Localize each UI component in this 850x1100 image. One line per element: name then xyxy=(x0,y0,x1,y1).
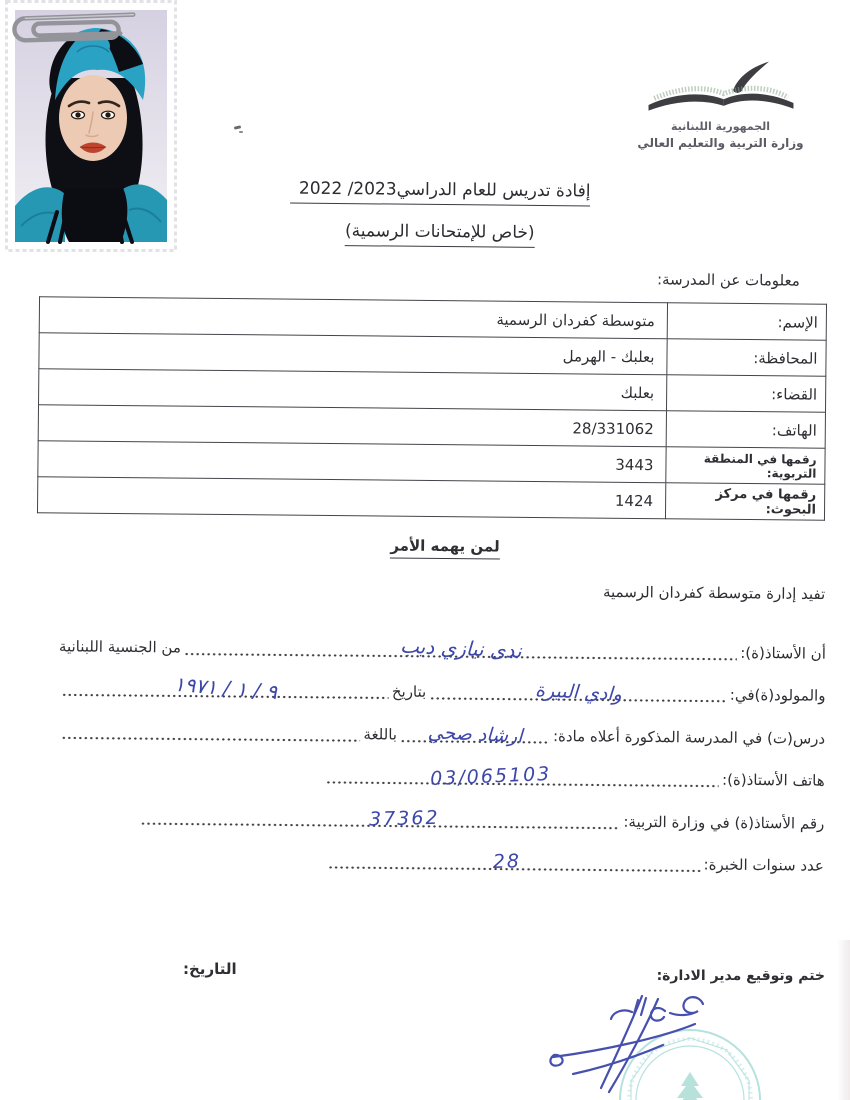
born-label: والمولود(ة)في: xyxy=(729,685,826,705)
paperclip-icon xyxy=(0,0,145,61)
field-value: 28/331062 xyxy=(38,405,666,447)
field-label: الهاتف: xyxy=(666,411,825,449)
phone-line xyxy=(58,744,825,794)
registry-label: رقم الأستاذ(ة) في وزارة التربية: xyxy=(623,812,825,833)
field-label: الإسم: xyxy=(667,303,826,341)
birthdate-handwritten: ٩ / ١ / ١٩٧١ xyxy=(172,671,278,704)
scan-edge-shadow xyxy=(837,940,850,1100)
stamp-signature-label: ختم وتوقيع مدير الادارة: xyxy=(656,968,825,984)
field-label: القضاء: xyxy=(666,375,825,413)
dotted-line xyxy=(61,671,389,704)
field-value: بعلبك xyxy=(39,369,667,411)
field-value: متوسطة كفردان الرسمية xyxy=(39,297,667,339)
registry-handwritten: 37362 xyxy=(368,806,440,831)
experience-handwritten: 28 xyxy=(492,850,522,873)
field-label: المحافظة: xyxy=(667,339,826,377)
phone-handwritten: 03/065103 xyxy=(429,762,552,791)
academic-years: 2022 /2023 xyxy=(298,178,397,200)
ministry-header xyxy=(613,58,828,150)
school-info-heading: معلومات عن المدرسة: xyxy=(657,270,801,290)
birthplace-handwritten: وادي البيرة xyxy=(534,679,622,706)
scan-speck xyxy=(239,131,243,133)
date-label: التاريخ: xyxy=(183,960,237,978)
field-value: 3443 xyxy=(38,441,666,483)
phone-label: هاتف الأستاذ(ة): xyxy=(721,770,825,790)
dotted-line xyxy=(429,679,727,708)
teacher-name-handwritten: ندى نيازي ديب xyxy=(399,632,522,663)
director-signature xyxy=(545,984,720,1099)
to-whom-heading-wrap xyxy=(40,532,850,563)
dotted-line xyxy=(328,848,701,878)
document-subtitle: (خاص للإمتحانات الرسمية) xyxy=(345,221,535,248)
dotted-line xyxy=(400,721,550,748)
field-label: رقمها في مركز البحوث: xyxy=(665,483,824,521)
experience-line xyxy=(57,829,824,879)
ministry-name: الجمهورية اللبنانية xyxy=(670,120,771,133)
scan-speck xyxy=(234,125,241,129)
birthdate-label: بتاريخ xyxy=(391,682,427,701)
dotted-line xyxy=(184,634,738,665)
field-label: رقمها في المنطقة التربوية: xyxy=(666,447,825,485)
field-value: 1424 xyxy=(37,477,665,519)
field-value: بعلبك - الهرمل xyxy=(39,333,667,375)
dotted-line xyxy=(326,763,720,793)
letter-body xyxy=(57,616,826,878)
table-row xyxy=(37,477,824,521)
certification-intro: تفيد إدارة متوسطة كفردان الرسمية xyxy=(602,582,826,604)
nationality-label: من الجنسية اللبنانية xyxy=(58,636,182,656)
ministry-logo-icon xyxy=(641,58,801,118)
birth-line xyxy=(58,659,825,709)
to-whom-heading: لمن يهمه الأمر xyxy=(390,536,499,559)
dotted-line xyxy=(140,804,620,835)
teacher-name-line xyxy=(59,616,826,666)
experience-label: عدد سنوات الخبرة: xyxy=(703,855,824,875)
school-info-table xyxy=(37,296,827,521)
subject-label: درس(ت) في المدرسة المذكورة أعلاه مادة: xyxy=(552,726,826,748)
subject-handwritten: ارشاد صحي xyxy=(427,720,523,747)
line-spacer xyxy=(57,871,325,874)
subject-line xyxy=(58,701,825,751)
teacher-name-label: أن الأستاذ(ة): xyxy=(740,643,827,663)
registry-number-line xyxy=(57,786,824,836)
document-title: إفادة تدريس للعام الدراسي2022 /2023 xyxy=(290,179,591,207)
ministry-department: وزارة التربية والتعليم العالي xyxy=(637,136,804,150)
language-label: باللغة xyxy=(363,724,398,744)
dotted-line xyxy=(61,718,361,747)
